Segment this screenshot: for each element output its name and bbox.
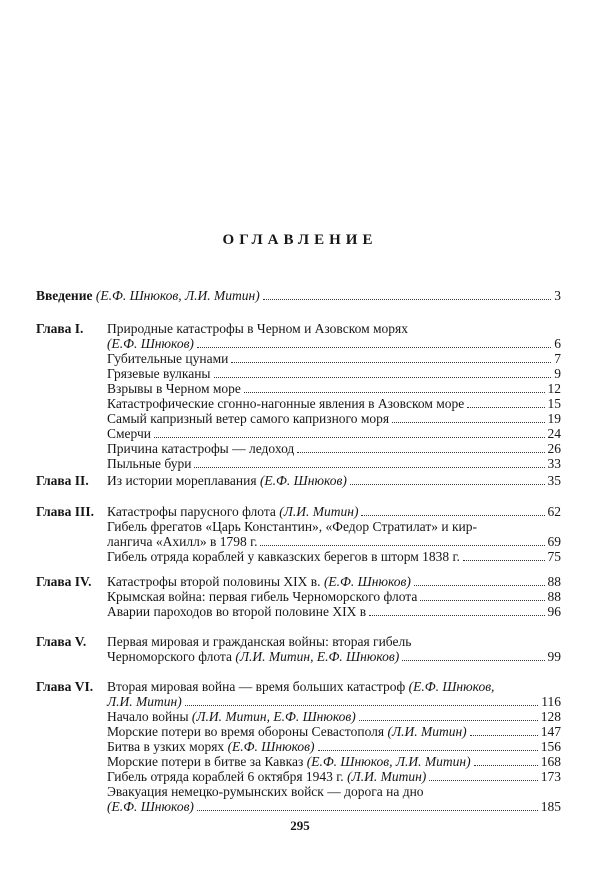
toc-entry-title: Эвакуация немецко-румынских войск — дорога на дно	[107, 784, 424, 799]
toc-entry-page: 33	[547, 456, 561, 471]
dot-leader	[263, 290, 552, 300]
toc-entry-title: лангича «Ахилл» в 1798 г.	[107, 534, 258, 549]
intro-label: Введение	[36, 288, 93, 303]
toc-entry-title: Грязевые вулканы	[107, 366, 211, 381]
toc-entry	[107, 535, 561, 550]
toc-entry-page: 62	[547, 504, 561, 519]
toc-entry	[107, 755, 561, 770]
dot-leader	[185, 696, 539, 706]
toc-entry	[107, 427, 561, 442]
toc-entry-title: Гибель фрегатов «Царь Константин», «Федор Стратилат» и кир-	[107, 519, 477, 534]
toc-entry-title: Морские потери в битве за Кавказ	[107, 754, 304, 769]
toc-entry-title: Аварии пароходов во второй половине XIX в	[107, 604, 367, 619]
dot-leader	[361, 506, 544, 516]
toc-entry-author: (Л.И. Митин, Е.Ф. Шнюков)	[235, 649, 400, 664]
toc-entry-title: Черноморского флота	[107, 649, 232, 664]
toc-entry-title: (Е.Ф. Шнюков)	[107, 336, 194, 351]
toc-entry	[107, 412, 561, 427]
toc-entry	[107, 605, 561, 620]
dot-leader	[414, 576, 545, 586]
toc-entry	[107, 367, 561, 382]
toc-entry-page: 69	[547, 534, 561, 549]
dot-leader	[260, 536, 544, 546]
toc-entry-author: (Е.Ф. Шнюков)	[259, 473, 347, 488]
dot-leader	[197, 338, 551, 348]
dot-leader	[194, 458, 544, 468]
toc-entry	[107, 590, 561, 605]
toc-entry-page: 6	[554, 336, 561, 351]
toc-entry-title: Пыльные бури	[107, 456, 192, 471]
toc-entry	[107, 352, 561, 367]
toc-entry	[107, 740, 561, 755]
dot-leader	[402, 651, 544, 661]
toc-entry	[107, 710, 561, 725]
toc-entry-title: Катастрофы второй половины XIX в.	[107, 574, 321, 589]
page-title: ОГЛАВЛЕНИЕ	[222, 232, 378, 248]
dot-leader	[474, 756, 538, 766]
toc-entry-author: (Л.И. Митин)	[279, 504, 359, 519]
toc-entry	[107, 650, 561, 665]
toc-entry-title: (Е.Ф. Шнюков)	[107, 799, 194, 814]
dot-leader	[214, 368, 552, 378]
toc-entry-title: Крымская война: первая гибель Черноморского флота	[107, 589, 418, 604]
toc-entry-page: 156	[540, 739, 561, 754]
toc-entry-title: Природные катастрофы в Черном и Азовском морях	[107, 321, 408, 336]
dot-leader	[231, 353, 551, 363]
dot-leader	[154, 428, 545, 438]
toc-entry-page: 75	[547, 549, 561, 564]
toc-entry-page: 35	[547, 473, 561, 488]
toc-entry	[107, 322, 561, 337]
toc-entry-title: Гибель отряда кораблей 6 октября 1943 г.	[107, 769, 344, 784]
toc-entry	[107, 725, 561, 740]
toc-entry-title: Катастрофические сгонно-нагонные явления в Азовском море	[107, 396, 465, 411]
dot-leader	[244, 383, 545, 393]
toc-entry-page: 7	[554, 351, 561, 366]
toc-entry	[107, 382, 561, 397]
toc-entry	[107, 457, 561, 472]
chapter-label: Глава II.	[36, 473, 89, 488]
toc-entry-author: (Е.Ф. Шнюков,	[408, 679, 495, 694]
dot-leader	[470, 726, 538, 736]
toc-entry-author: (Е.Ф. Шнюков)	[227, 739, 315, 754]
dot-leader	[359, 711, 538, 721]
toc-entry	[107, 800, 561, 815]
dot-leader	[420, 591, 544, 601]
toc-entry-page: 99	[547, 649, 561, 664]
intro-authors: (Е.Ф. Шнюков, Л.И. Митин)	[95, 288, 260, 303]
toc-entry	[107, 770, 561, 785]
dot-leader	[197, 801, 538, 811]
toc-entry-page: 147	[540, 724, 561, 739]
chapter-label: Глава I.	[36, 321, 84, 336]
toc-entry-page: 88	[547, 574, 561, 589]
intro-page: 3	[554, 288, 561, 303]
dot-leader	[392, 413, 544, 423]
toc-entry-page: 173	[540, 769, 561, 784]
toc-entry-page: 15	[547, 396, 561, 411]
toc-entry-page: 116	[541, 694, 561, 709]
toc-entry	[107, 520, 561, 535]
dot-leader	[463, 551, 545, 561]
dot-leader	[369, 606, 544, 616]
toc-entry-page: 26	[547, 441, 561, 456]
toc-entry-page: 12	[547, 381, 561, 396]
toc-entry	[107, 695, 561, 710]
toc-entry	[107, 635, 561, 650]
toc-entry-title: Губительные цунами	[107, 351, 229, 366]
toc-entry-page: 19	[547, 411, 561, 426]
dot-leader	[350, 475, 545, 485]
dot-leader	[297, 443, 544, 453]
toc-entry-title: Взрывы в Черном море	[107, 381, 241, 396]
dot-leader	[467, 398, 544, 408]
toc-entry-author: (Л.И. Митин)	[387, 724, 467, 739]
toc-entry-page: 128	[540, 709, 561, 724]
toc-entry	[107, 397, 561, 412]
toc-entry	[107, 680, 561, 695]
toc-entry	[107, 550, 561, 565]
toc-entry	[107, 785, 561, 800]
toc-entry-title: Самый капризный ветер самого капризного моря	[107, 411, 390, 426]
toc-entry-page: 168	[540, 754, 561, 769]
chapter-label: Глава VI.	[36, 679, 94, 694]
toc-entry-page: 9	[554, 366, 561, 381]
toc-entry-title: Морские потери во время обороны Севастополя	[107, 724, 385, 739]
toc-entry-title: Катастрофы парусного флота	[107, 504, 276, 519]
toc-entry-title: Начало войны	[107, 709, 189, 724]
toc-entry-title: Л.И. Митин)	[107, 694, 182, 709]
page-number: 295	[290, 818, 310, 833]
chapter-label: Глава V.	[36, 634, 87, 649]
toc-entry-author: (Е.Ф. Шнюков, Л.И. Митин)	[306, 754, 471, 769]
toc-entry-title: Из истории мореплавания	[107, 473, 257, 488]
toc-entry-page: 24	[547, 426, 561, 441]
toc-entry-title: Гибель отряда кораблей у кавказских берегов в шторм 1838 г.	[107, 549, 460, 564]
toc-entry-title: Битва в узких морях	[107, 739, 225, 754]
toc-entry-author: (Л.И. Митин, Е.Ф. Шнюков)	[191, 709, 356, 724]
chapter-label: Глава IV.	[36, 574, 92, 589]
toc-entry	[107, 575, 561, 590]
dot-leader	[429, 771, 537, 781]
toc-entry	[107, 442, 561, 457]
toc-entry	[107, 337, 561, 352]
toc-entry-title: Первая мировая и гражданская войны: вторая гибель	[107, 634, 412, 649]
toc-entry-page: 185	[540, 799, 561, 814]
toc-entry	[107, 505, 561, 520]
toc-entry-title: Причина катастрофы — ледоход	[107, 441, 295, 456]
toc-entry-page: 88	[547, 589, 561, 604]
toc-entry-page: 96	[547, 604, 561, 619]
chapter-label: Глава III.	[36, 504, 94, 519]
toc-entry-author: (Е.Ф. Шнюков)	[323, 574, 411, 589]
dot-leader	[318, 741, 538, 751]
toc-entry-title: Смерчи	[107, 426, 151, 441]
toc-intro-row	[36, 289, 561, 304]
toc-entry-title: Вторая мировая война — время больших катастроф	[107, 679, 406, 694]
toc-entry	[107, 474, 561, 489]
toc-entry-author: (Л.И. Митин)	[347, 769, 427, 784]
